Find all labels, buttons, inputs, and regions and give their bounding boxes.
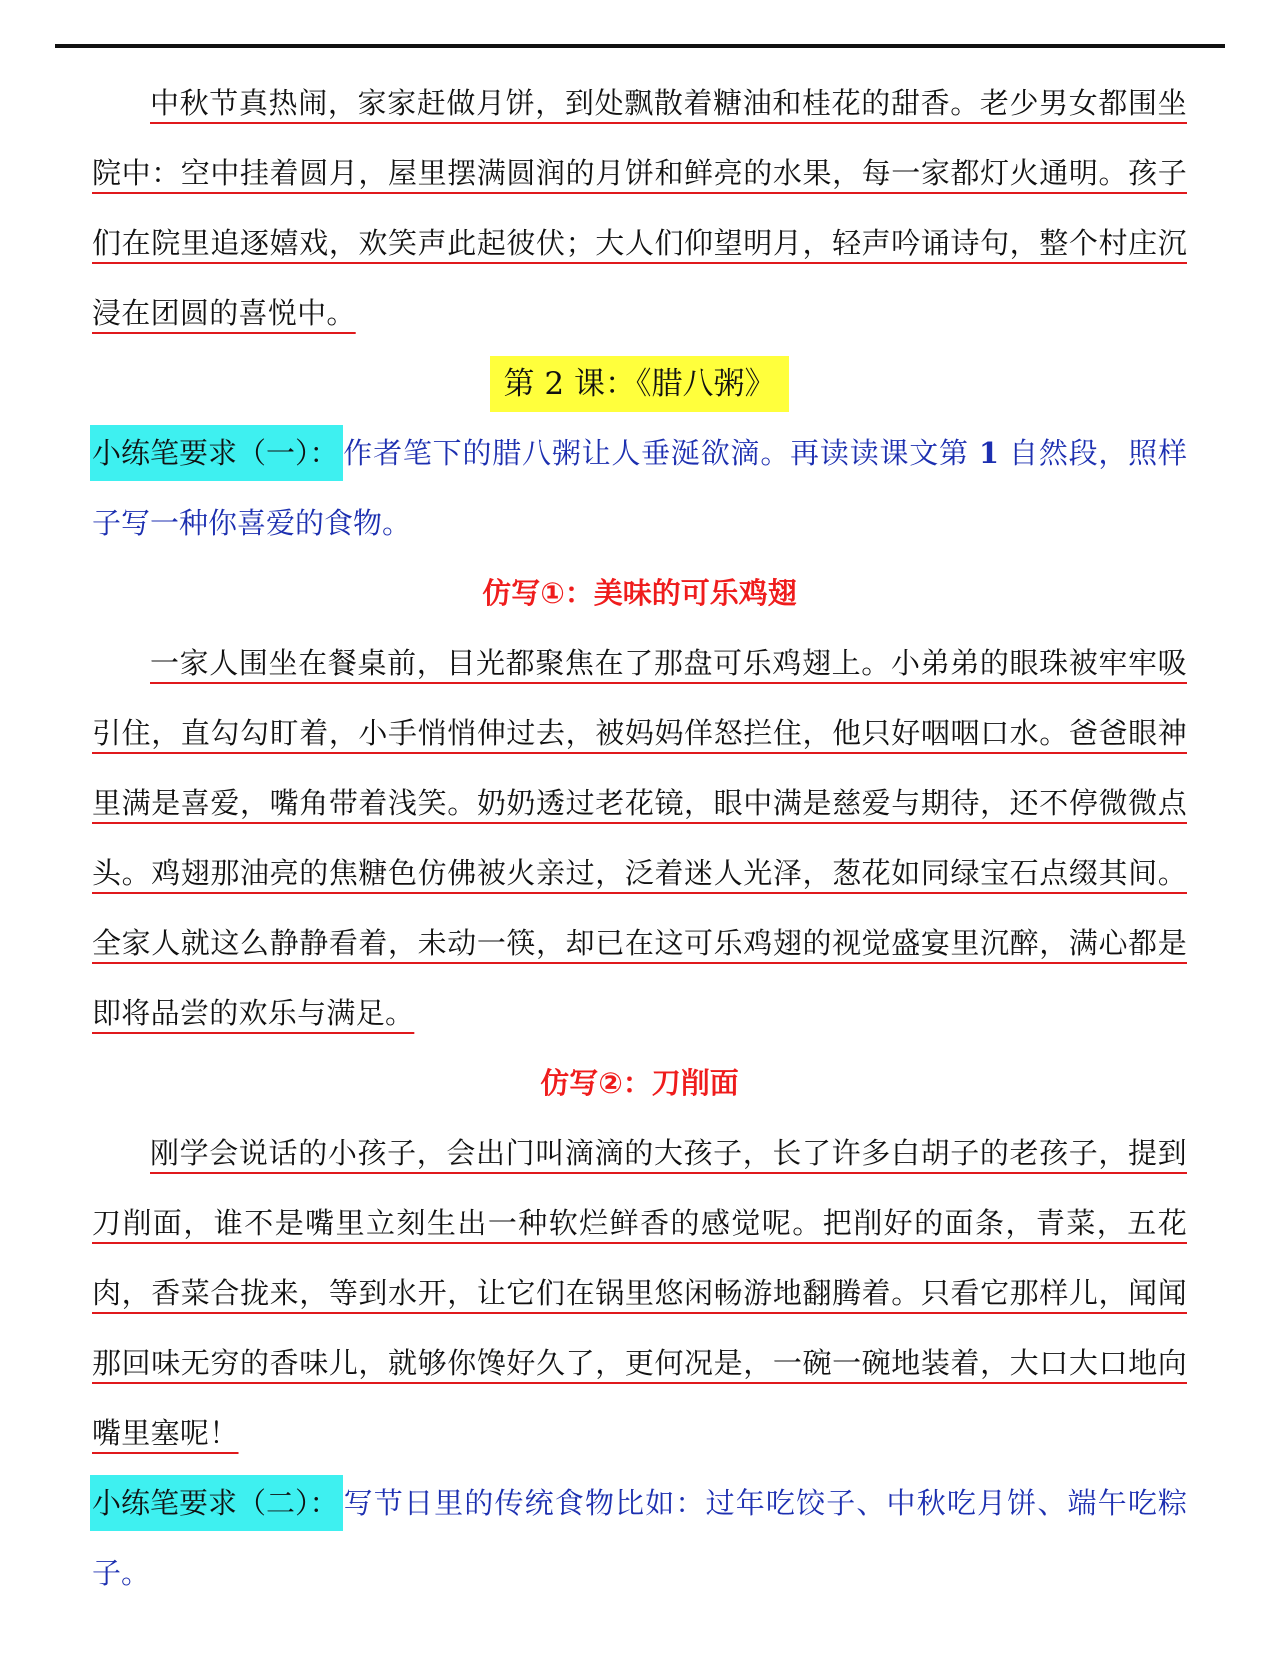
requirement-2-label: 小练笔要求（二）： <box>90 1475 343 1531</box>
imitation-2-text: 刚学会说话的小孩子，会出门叫滴滴的大孩子，长了许多白胡子的老孩子，提到刀削面，谁不是嘴里立刻生出一种软烂鲜香的感觉呢。把削好的面条，青菜，五花肉，香菜合拢来，等到水开，让它们在锅里悠闲畅游地翻腾着。只看它那样儿，闻闻那回味无穷的香味儿，就够你馋好久了，更何况是，一碗一碗地装着，大口大口地向嘴里塞呢！ <box>92 1136 1187 1450</box>
document-body <box>92 68 1187 1608</box>
imitation-2-title: 仿写②：刀削面 <box>540 1066 739 1100</box>
lesson-heading-row <box>92 348 1187 418</box>
requirement-1-text-after: 自然段，照样子写一种你喜爱的食物。 <box>92 436 1187 540</box>
requirement-2 <box>92 1468 1187 1608</box>
imitation-1-paragraph <box>92 628 1187 1048</box>
requirement-1-text-before: 作者笔下的腊八粥让人垂涎欲滴。再读读课文第 <box>342 436 979 470</box>
requirement-1-number: 1 <box>978 436 1000 470</box>
requirement-2-text: 写节日里的传统食物比如：过年吃饺子、中秋吃月饼、端午吃粽子。 <box>92 1486 1187 1590</box>
requirement-1 <box>92 418 1187 558</box>
intro-paragraph <box>92 68 1187 348</box>
imitation-2-paragraph <box>92 1118 1187 1468</box>
imitation-1-text: 一家人围坐在餐桌前，目光都聚焦在了那盘可乐鸡翅上。小弟弟的眼珠被牢牢吸引住，直勾勾盯着，小手悄悄伸过去，被妈妈佯怒拦住，他只好咽咽口水。爸爸眼神里满是喜爱，嘴角带着浅笑。奶奶透过老花镜，眼中满是慈爱与期待，还不停微微点头。鸡翅那油亮的焦糖色仿佛被火亲过，泛着迷人光泽，葱花如同绿宝石点缀其间。全家人就这么静静看着，未动一筷，却已在这可乐鸡翅的视觉盛宴里沉醉，满心都是即将品尝的欢乐与满足。 <box>92 646 1187 1030</box>
requirement-1-label: 小练笔要求（一）： <box>90 425 343 481</box>
lesson-title: 第 2 课：《腊八粥》 <box>490 356 790 412</box>
intro-paragraph-text: 中秋节真热闹，家家赶做月饼，到处飘散着糖油和桂花的甜香。老少男女都围坐院中：空中挂着圆月，屋里摆满圆润的月饼和鲜亮的水果，每一家都灯火通明。孩子们在院里追逐嬉戏，欢笑声此起彼伏；大人们仰望明月，轻声吟诵诗句，整个村庄沉浸在团圆的喜悦中。 <box>92 86 1187 330</box>
imitation-1-title: 仿写①：美味的可乐鸡翅 <box>482 576 797 610</box>
top-rule <box>55 44 1225 48</box>
